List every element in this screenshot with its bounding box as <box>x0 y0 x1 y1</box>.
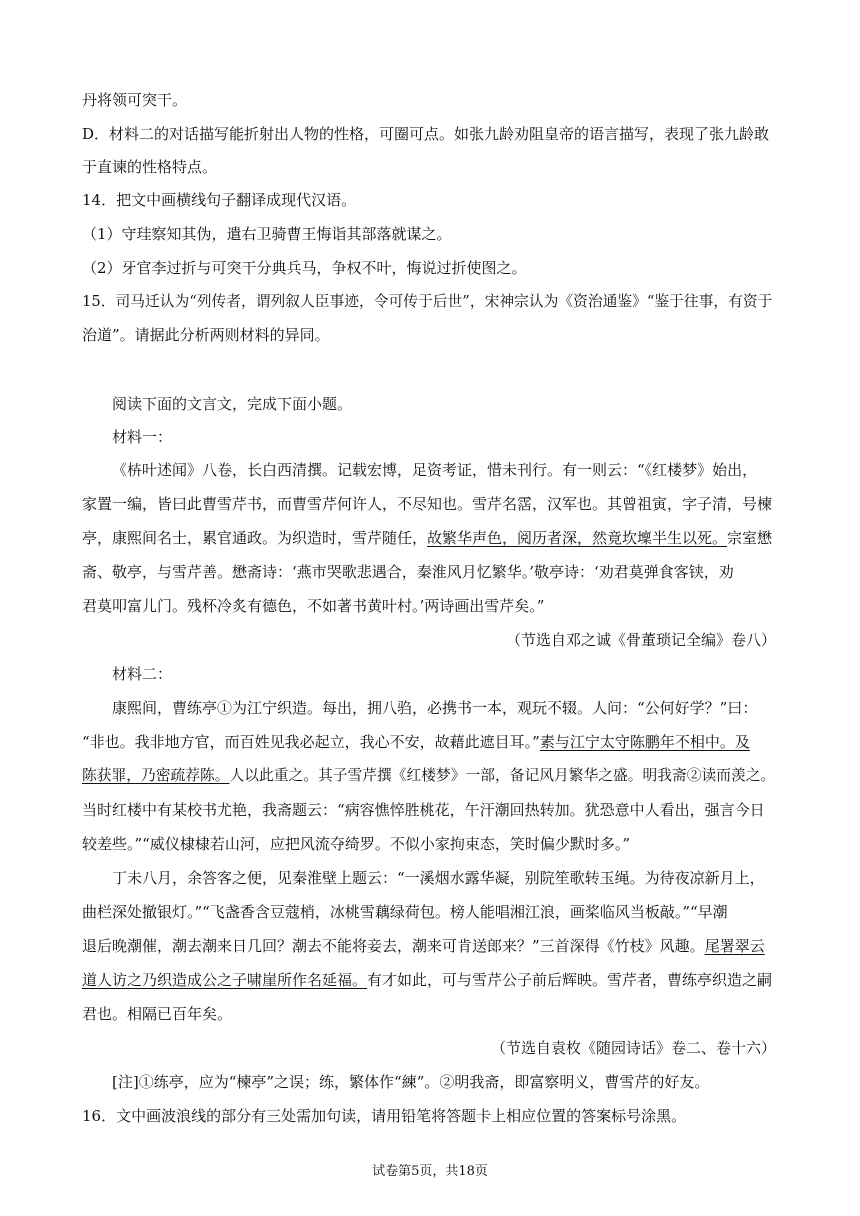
material-2-line: “非也。我非地方官，而百姓见我必起立，我心不安，故藉此遮目耳。”素与江宁太守陈鹏年不相中。及 <box>82 733 750 751</box>
q15-line2: 治道”。请据此分析两则材料的异同。 <box>82 326 330 344</box>
material-1-source: （节选自邓之诚《骨董琐记全编》卷八） <box>505 631 776 649</box>
q14-sentence-1: （1）守珪察知其伪，遣右卫骑曹王悔诣其部落就谋之。 <box>82 225 452 243</box>
underlined-sentence: 陈获罪，乃密疏荐陈。 <box>82 767 230 784</box>
q13-option-d-line1: D．材料二的对话描写能折射出人物的性格，可圈可点。如张九龄劝阻皇帝的语言描写，表现了张九龄敢 <box>82 125 770 143</box>
material-1-line: 家置一编，皆曰此曹雪芹书，而曹雪芹何许人，不尽知也。雪芹名霑，汉军也。其曾祖寅，字子清，号楝 <box>82 495 773 513</box>
q16-stem: 16．文中画波浪线的部分有三处需加句读，请用铅笔将答题卡上相应位置的答案标号涂黑。 <box>82 1107 687 1125</box>
q13-option-d-line2: 于直谏的性格特点。 <box>82 158 218 176</box>
underlined-sentence: 道人访之乃织造成公之子啸崖所作名延福。 <box>82 971 368 989</box>
material-1-line: 斋、敬亭，与雪芹善。懋斋诗：‘燕市哭歌悲遇合，秦淮风月忆繁华。’敬亭诗：‘劝君莫弹食客铗，劝 <box>82 563 734 581</box>
material-1-line: 亭，康熙间名士，累官通政。为织造时，雪芹随任，故繁华声色，阅历者深，然竟坎壈半生以死。宗室懋 <box>82 529 773 547</box>
material-2-line: 丁未八月，余答客之便，见秦淮壁上题云：“一溪烟水露华凝，别院笙歌转玉绳。为待夜凉新月上， <box>112 869 765 887</box>
underlined-sentence: 故繁华声色，阅历者深，然竟坎壈半生以死。 <box>427 529 728 547</box>
annotation-note: [注]①练亭，应为“楝亭”之误；练，繁体作“練”。②明我斋，即富察明义，曹雪芹的好友。 <box>112 1073 710 1091</box>
material-2-line: 君也。相隔已百年矣。 <box>82 1005 233 1023</box>
passage-intro: 阅读下面的文言文，完成下面小题。 <box>112 395 353 413</box>
material-2-line: 曲栏深处撤银灯。”“飞盏香含豆蔻梢，冰桃雪藕绿荷包。榜人能唱湘江浪，画桨临风当板敲。”“早潮 <box>82 903 728 921</box>
material-2-line: 较差些。”“威仪棣棣若山河，应把风流夺绮罗。不似小家拘束态，笑时偏少默时多。” <box>82 835 631 853</box>
material-2-source: （节选自袁枚《随园诗话》卷二、卷十六） <box>490 1039 776 1057</box>
page-footer: 试卷第5页，共18页 <box>372 1164 488 1179</box>
material-2-line: 退后晚潮催，潮去潮来日几回？潮去不能将妾去，潮来可肯送郎来？”三首深得《竹枝》风趣。尾署翠云 <box>82 937 765 955</box>
material-1-line: 君莫叩富儿门。残杯冷炙有德色，不如著书黄叶村。’两诗画出雪芹矣。” <box>82 597 545 615</box>
material-2-line: 当时红楼中有某校书尤艳，我斋题云：“病容憔悴胜桃花，午汗潮回热转加。犹恐意中人看出，强言今日 <box>82 801 765 819</box>
material-1-title: 材料一： <box>112 428 173 446</box>
q14-stem: 14．把文中画横线句子翻译成现代汉语。 <box>82 191 357 209</box>
material-2-line: 陈获罪，乃密疏荐陈。人以此重之。其子雪芹撰《红楼梦》一部，备记风月繁华之盛。明我斋②读而羡之。 <box>82 767 776 784</box>
material-2-title: 材料二： <box>112 665 173 683</box>
q13-option-c-continuation: 丹将领可突干。 <box>82 91 188 109</box>
material-2-line: 康熙间，曹练亭①为江宁织造。每出，拥八驺，必携书一本，观玩不辍。人问：“公何好学？”曰： <box>112 699 758 717</box>
underlined-sentence: 尾署翠云 <box>704 937 765 955</box>
q15-line1: 15．司马迁认为“列传者，谓列叙人臣事迹，令可传于后世”，宋神宗认为《资治通鉴》“鉴于往事，有资于 <box>82 293 773 310</box>
material-2-line: 道人访之乃织造成公之子啸崖所作名延福。有才如此，可与雪芹公子前后辉映。雪芹者，曹练亭织造之嗣 <box>82 971 773 989</box>
material-1-line: 《枿叶述闻》八卷，长白西清撰。记载宏博，足资考证，惜未刊行。有一则云：“《红楼梦》始出， <box>112 461 758 479</box>
underlined-sentence: 素与江宁太守陈鹏年不相中。及 <box>539 733 750 751</box>
q14-sentence-2: （2）牙官李过折与可突干分典兵马，争权不叶，悔说过折使图之。 <box>82 259 527 277</box>
